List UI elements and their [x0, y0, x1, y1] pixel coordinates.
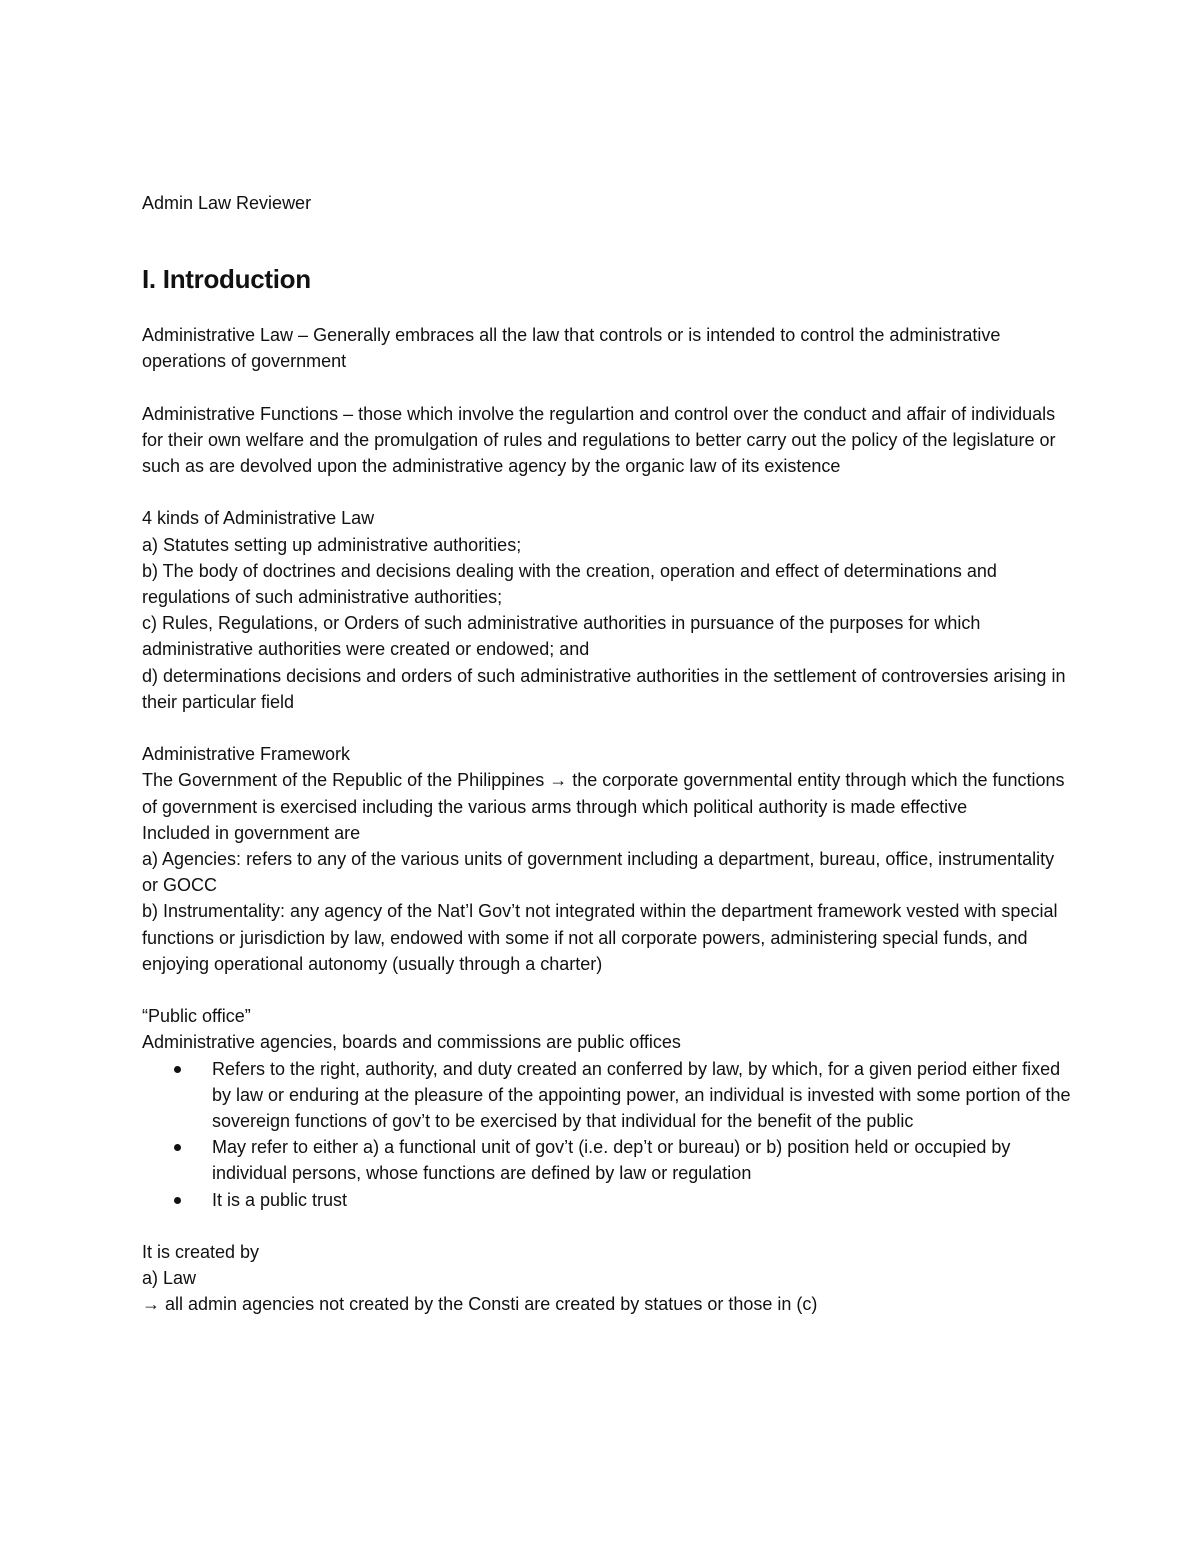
government-definition	[142, 767, 1072, 819]
public-office-title: “Public office”	[142, 1006, 251, 1027]
framework-title: Administrative Framework	[142, 744, 351, 765]
list-item	[142, 1056, 1072, 1135]
list-item	[142, 1187, 1072, 1213]
bullet-icon	[174, 1066, 181, 1073]
public-office-section	[142, 1003, 1072, 1213]
created-by-law: a) Law	[142, 1268, 197, 1289]
public-office-intro: Administrative agencies, boards and commissions are public offices	[142, 1032, 681, 1053]
kinds-item: c) Rules, Regulations, or Orders of such administrative authorities in pursuance of the purposes for which administrative authorities were created or endowed; and	[142, 613, 981, 660]
kinds-title: 4 kinds of Administrative Law	[142, 508, 375, 529]
created-by-title: It is created by	[142, 1242, 260, 1263]
public-office-bullet-list	[142, 1056, 1072, 1213]
created-by-section	[142, 1239, 1072, 1318]
kinds-item: b) The body of doctrines and decisions dealing with the creation, operation and effect of determinations and regulations of such administrative authorities;	[142, 560, 997, 607]
bullet-icon	[174, 1144, 181, 1151]
document-page	[142, 190, 1072, 1318]
document-title: Admin Law Reviewer	[142, 193, 312, 213]
administrative-functions-definition: Administrative Functions – those which involve the regulartion and control over the conduct and affair of individuals for their own welfare and the promulgation of rules and regulations to better carry out the policy of the legislature or such as are devolved upon the administrative agency by the organic law of its existence	[142, 403, 1056, 476]
created-by-note-text: all admin agencies not created by the Consti are created by statues or those in (c)	[165, 1294, 818, 1315]
list-item-text: It is a public trust	[212, 1189, 348, 1210]
created-by-note	[142, 1291, 1072, 1317]
kinds-item: d) determinations decisions and orders of such administrative authorities in the settlement of controversies arising in their particular field	[142, 665, 1066, 712]
administrative-law-definition: Administrative Law – Generally embraces all the law that controls or is intended to control the administrative operations of government	[142, 325, 1001, 372]
government-description: the corporate governmental entity through which the functions of government is exercised including the various arms through which political authority is made effective	[142, 770, 1065, 817]
section-heading-introduction: I. Introduction	[142, 264, 311, 294]
kinds-item: a) Statutes setting up administrative authorities;	[142, 534, 522, 555]
government-lead: The Government of the Republic of the Philippines	[142, 770, 545, 791]
included-in-government: Included in government are	[142, 822, 361, 843]
kinds-section	[142, 505, 1072, 715]
bullet-icon	[174, 1197, 181, 1204]
list-item-text: May refer to either a) a functional unit of gov’t (i.e. dep’t or bureau) or b) position held or occupied by individual persons, whose functions are defined by law or regulation	[212, 1137, 1011, 1184]
agencies-definition: a) Agencies: refers to any of the various units of government including a department, bureau, office, instrumentality or GOCC	[142, 849, 1055, 896]
list-item-text: Refers to the right, authority, and duty created an conferred by law, by which, for a given period either fixed by law or enduring at the pleasure of the appointing power, an individual is invested with some portion of the sovereign functions of gov’t to be exercised by that individual for the benefit of the public	[212, 1058, 1071, 1132]
list-item	[142, 1134, 1072, 1186]
instrumentality-definition: b) Instrumentality: any agency of the Nat’l Gov’t not integrated within the department framework vested with special functions or jurisdiction by law, endowed with some if not all corporate powers, administering special funds, and enjoying operational autonomy (usually through a charter)	[142, 901, 1058, 974]
arrow-right-icon: →	[549, 770, 568, 791]
framework-section	[142, 741, 1072, 977]
arrow-right-icon: →	[142, 1294, 160, 1315]
